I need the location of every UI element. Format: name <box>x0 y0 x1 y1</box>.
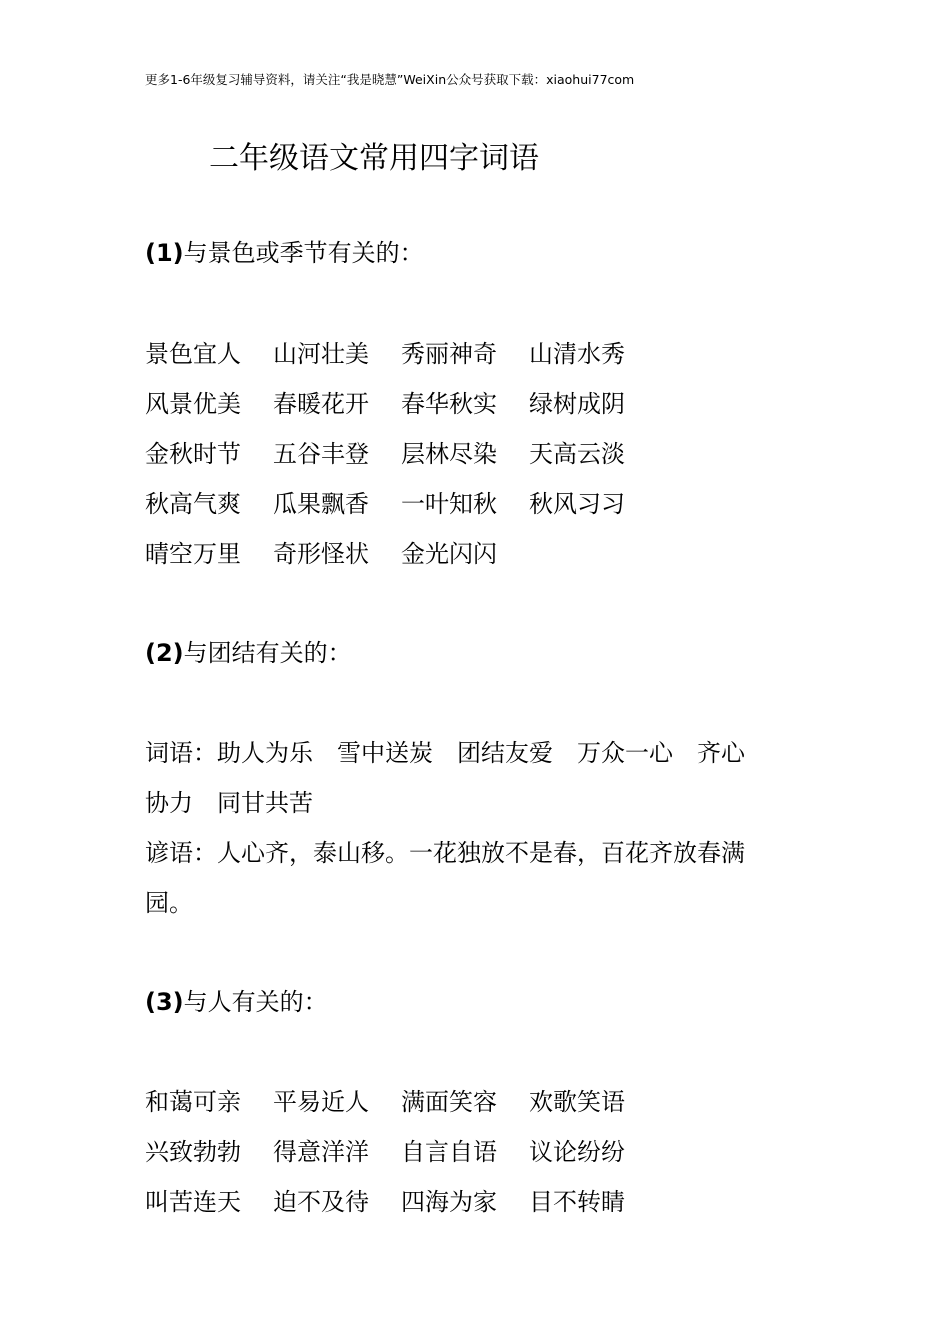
section-heading-text: 与人有关的： <box>183 988 328 1016</box>
word-item: 风景优美 <box>145 390 241 418</box>
word-item: 得意洋洋 <box>273 1138 369 1166</box>
section-heading-scenery <box>145 233 424 268</box>
word-item: 秋高气爽 <box>145 490 241 518</box>
word-item: 金秋时节 <box>145 440 241 468</box>
word-row <box>145 534 529 569</box>
word-item: 秀丽神奇 <box>401 340 497 368</box>
word-row <box>145 384 657 419</box>
word-item: 秋风习习 <box>529 490 625 518</box>
word-item: 一叶知秋 <box>401 490 497 518</box>
word-row <box>145 434 657 469</box>
word-item: 目不转睛 <box>529 1188 625 1216</box>
text-line-words-cont: 协力 同甘共苦 <box>145 789 313 817</box>
section-heading-text: 与团结有关的： <box>183 639 352 667</box>
word-row <box>145 1132 657 1167</box>
word-row <box>145 484 657 519</box>
section-heading-people <box>145 982 328 1017</box>
word-item: 春华秋实 <box>401 390 497 418</box>
word-item: 五谷丰登 <box>273 440 369 468</box>
word-item: 欢歌笑语 <box>529 1088 625 1116</box>
text-line-proverb: 谚语：人心齐，泰山移。一花独放不是春，百花齐放春满 <box>145 839 745 867</box>
word-row <box>145 1082 657 1117</box>
page-title: 二年级语文常用四字词语 <box>209 141 539 176</box>
word-item: 瓜果飘香 <box>273 490 369 518</box>
word-item: 天高云淡 <box>529 440 625 468</box>
word-item: 层林尽染 <box>401 440 497 468</box>
word-item: 议论纷纷 <box>529 1138 625 1166</box>
word-item: 景色宜人 <box>145 340 241 368</box>
word-item: 叫苦连天 <box>145 1188 241 1216</box>
word-item: 平易近人 <box>273 1088 369 1116</box>
word-row <box>145 334 657 369</box>
section-number: (3) <box>145 988 184 1016</box>
word-row <box>145 1182 657 1217</box>
header-note: 更多1-6年级复习辅导资料，请关注“我是晓慧”WeiXin公众号获取下载：xiaohui77com <box>145 72 635 87</box>
word-item: 迫不及待 <box>273 1188 369 1216</box>
word-item: 兴致勃勃 <box>145 1138 241 1166</box>
word-item: 晴空万里 <box>145 540 241 568</box>
text-line-proverb-cont: 园。 <box>145 889 193 917</box>
word-item: 和蔼可亲 <box>145 1088 241 1116</box>
text-line-words: 词语：助人为乐 雪中送炭 团结友爱 万众一心 齐心 <box>145 739 745 767</box>
word-item: 绿树成阴 <box>529 390 625 418</box>
word-item: 满面笑容 <box>401 1088 497 1116</box>
section-number: (2) <box>145 639 184 667</box>
word-item: 自言自语 <box>401 1138 497 1166</box>
word-item: 春暖花开 <box>273 390 369 418</box>
word-item: 山清水秀 <box>529 340 625 368</box>
section-heading-unity <box>145 633 352 668</box>
section-heading-text: 与景色或季节有关的： <box>183 239 424 267</box>
word-item: 山河壮美 <box>273 340 369 368</box>
word-item: 四海为家 <box>401 1188 497 1216</box>
word-item: 奇形怪状 <box>273 540 369 568</box>
word-item: 金光闪闪 <box>401 540 497 568</box>
section-number: (1) <box>145 239 184 267</box>
